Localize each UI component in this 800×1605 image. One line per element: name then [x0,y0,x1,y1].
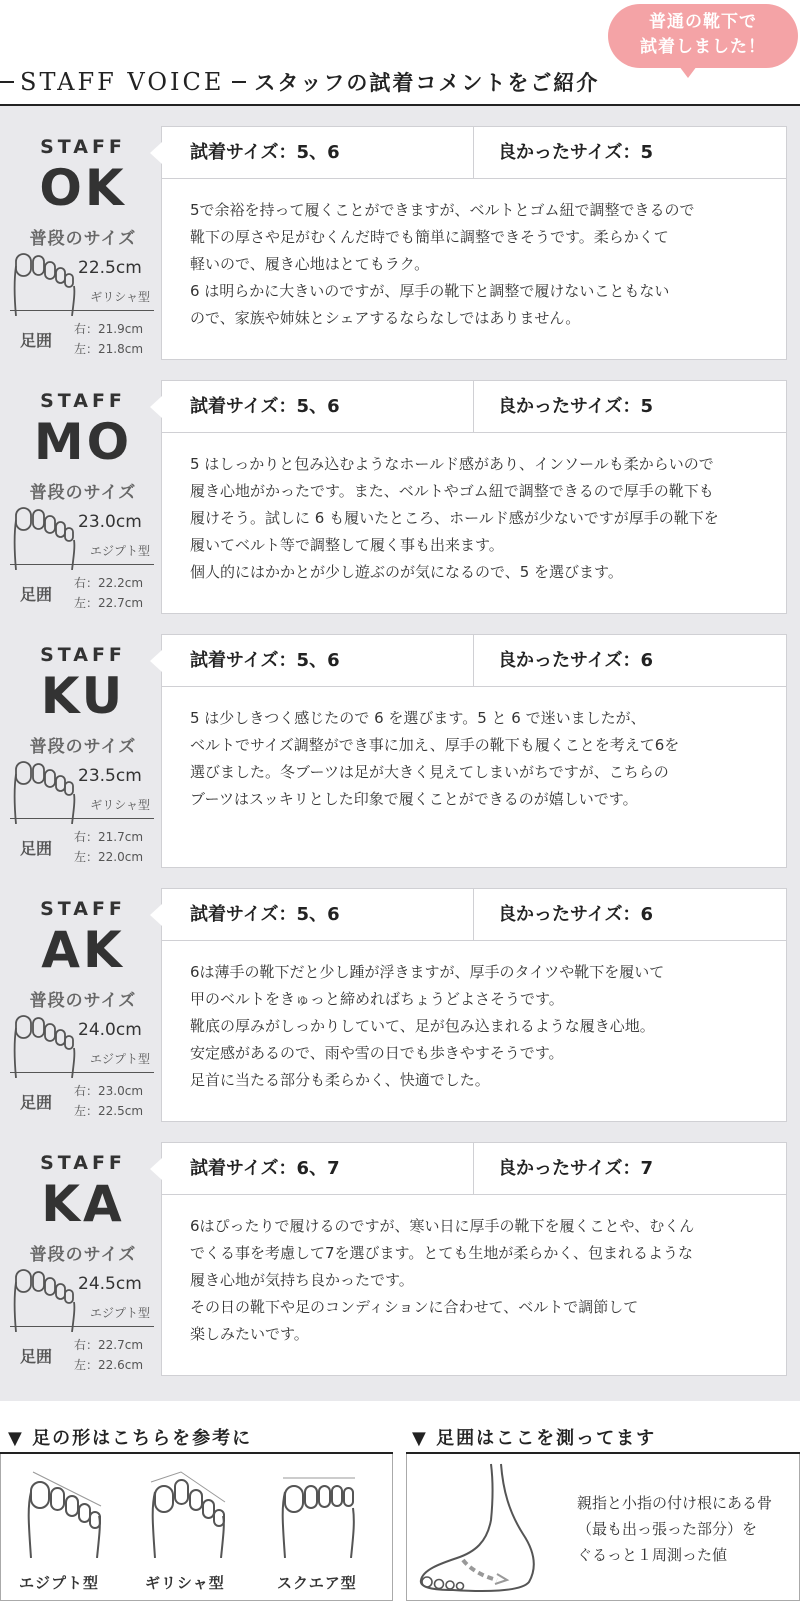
comment-card [161,1142,787,1376]
foot-icon [12,1266,76,1332]
divider [10,1326,154,1327]
comment-line: でくる事を考慮して7を選びます。とても生地が柔らかく、包まれるような [190,1244,694,1262]
usual-size-label: 普段のサイズ [29,1245,137,1265]
staff-label: STAFF [40,898,126,920]
girth-info-title: ▼ 足囲はここを測ってます [412,1428,657,1449]
usual-size-value: 23.0cm [78,512,142,532]
staff-initials: MO [33,413,133,471]
staff-initials: OK [39,159,127,217]
comment-line: 軽いので、履き心地はとてもラク。 [190,255,430,273]
comment-line: 選びました。冬ブーツは足が大きく見えてしまいがちですが、こちらの [190,763,669,781]
desc-line: 親指と小指の付け根にある骨 [577,1494,773,1512]
good-size: 良かったサイズ：5 [474,127,786,179]
usual-size-value: 24.0cm [78,1020,142,1040]
comment-text [190,705,770,813]
comment-text [190,197,770,332]
staff-entry [0,624,800,878]
staff-entry [0,116,800,370]
comment-line: 5で余裕を持って履くことができますが、ベルトとゴム紐で調整できるので [190,201,695,219]
girth-label: 足囲 [20,1347,53,1366]
tried-sizes: 試着サイズ：6、7 [162,1143,474,1195]
comment-line: 履き心地が気持ち良かったです。 [190,1271,414,1289]
card-pointer [150,142,162,164]
tried-sizes: 試着サイズ：5、6 [162,635,474,687]
foot-icon [12,758,76,824]
comment-card [161,380,787,614]
comment-line: 履き心地がかったです。また、ベルトやゴム紐で調整できるので厚手の靴下も [190,482,714,500]
speech-bubble-text [608,10,798,60]
usual-size-label: 普段のサイズ [29,229,137,249]
comment-line: 楽しみたいです。 [190,1325,309,1343]
staff-entry [0,1132,800,1386]
girth-label: 足囲 [20,1093,53,1112]
divider [10,818,154,819]
staff-label: STAFF [40,644,126,666]
divider [10,310,154,311]
speech-bubble-tail [676,62,700,78]
desc-line: （最も出っ張った部分）を [577,1520,758,1538]
usual-size-label: 普段のサイズ [29,991,137,1011]
foot-icon [12,1012,76,1078]
girth-left: 左：22.6cm [74,1358,144,1372]
good-size: 良かったサイズ：7 [474,1143,786,1195]
usual-size-value: 22.5cm [78,258,142,278]
staff-profile [0,116,160,370]
foot-type: ギリシャ型 [90,290,150,304]
comment-line: 足首に当たる部分も柔らかく、快適でした。 [190,1071,490,1089]
girth-info-box [406,1454,800,1601]
comment-line: 安定感があるので、雨や雪の日でも歩きやすそうです。 [190,1044,564,1062]
girth-right: 右：23.0cm [74,1084,144,1098]
bubble-line-1: 普通の靴下で [649,12,757,32]
girth-values [74,1335,143,1375]
comment-line: 5 は少しきつく感じたので 6 を選びます。5 と 6 で迷いましたが、 [190,709,646,727]
title-dash [0,81,14,83]
usual-size-label: 普段のサイズ [29,737,137,757]
staff-label: STAFF [40,136,126,158]
egypt-foot-icon [23,1468,103,1558]
header [0,0,800,106]
staff-initials: KU [40,667,126,725]
comment-line: 個人的にはかかとが少し遊ぶのが気になるので、5 を選びます。 [190,563,623,581]
foot-side-icon [413,1460,563,1596]
foot-type-label: スクエア型 [277,1574,357,1592]
good-size: 良かったサイズ：6 [474,889,786,941]
girth-values [74,827,143,867]
comment-line: ブーツはスッキリとした印象で履くことができるのが嬉しいです。 [190,790,638,808]
foot-shape-box [0,1454,393,1601]
comment-line: 履いてベルト等で調整して履く事も出来ます。 [190,536,504,554]
girth-right: 右：21.9cm [74,322,144,336]
tried-sizes: 試着サイズ：5、6 [162,127,474,179]
comment-card [161,634,787,868]
comment-line: 6は薄手の靴下だと少し踵が浮きますが、厚手のタイツや靴下を履いて [190,963,665,981]
card-pointer [150,650,162,672]
good-size: 良かったサイズ：6 [474,635,786,687]
staff-entry [0,370,800,624]
girth-values [74,319,143,359]
title-ja: スタッフの試着コメントをご紹介 [254,71,600,95]
foot-type: ギリシャ型 [90,798,150,812]
foot-type: エジプト型 [89,1306,150,1320]
title-en: STAFF VOICE [20,68,225,96]
girth-left: 左：21.8cm [74,342,144,356]
divider [10,1072,154,1073]
divider [10,564,154,565]
comment-line: 5 はしっかりと包み込むようなホールド感があり、インソールも柔からいので [190,455,714,473]
usual-size-value: 23.5cm [78,766,142,786]
staff-profile [0,624,160,878]
staff-entry [0,878,800,1132]
desc-line: ぐるっと１周測った値 [577,1546,728,1564]
comment-line: 靴下の厚さや足がむくんだ時でも簡単に調整できそうです。柔らかくて [190,228,669,246]
staff-profile [0,370,160,624]
comment-card [161,888,787,1122]
comment-card [161,126,787,360]
foot-icon [12,504,76,570]
tried-sizes: 試着サイズ：5、6 [162,889,474,941]
girth-left: 左：22.7cm [74,596,144,610]
staff-label: STAFF [40,1152,126,1174]
girth-right: 右：22.7cm [74,1338,144,1352]
girth-values [74,1081,143,1121]
comment-text [190,959,770,1094]
girth-values [74,573,143,613]
square-foot-icon [277,1468,357,1558]
girth-label: 足囲 [20,839,53,858]
comment-text [190,451,770,586]
girth-label: 足囲 [20,331,53,350]
staff-initials: KA [41,1175,125,1233]
girth-left: 左：22.0cm [74,850,144,864]
tried-sizes: 試着サイズ：5、6 [162,381,474,433]
comment-line: 6はぴったりで履けるのですが、寒い日に厚手の靴下を履くことや、むくん [190,1217,695,1235]
staff-profile [0,878,160,1132]
comment-line: 甲のベルトをきゅっと締めればちょうどよさそうです。 [190,990,564,1008]
comment-line: ベルトでサイズ調整ができ事に加え、厚手の靴下も履くことを考えて6を [190,736,680,754]
staff-initials: AK [41,921,125,979]
comment-line: その日の靴下や足のコンディションに合わせて、ベルトで調節して [190,1298,639,1316]
comment-text [190,1213,770,1348]
foot-type: エジプト型 [89,544,150,558]
card-pointer [150,904,162,926]
comment-line: 6 は明らかに大きいのですが、厚手の靴下と調整で履けないこともない [190,282,670,300]
girth-info-description [577,1490,772,1568]
usual-size-label: 普段のサイズ [29,483,137,503]
foot-shape-title: ▼ 足の形はこちらを参考に [8,1428,253,1449]
foot-type-label: エジプト型 [19,1574,100,1592]
good-size: 良かったサイズ：5 [474,381,786,433]
staff-profile [0,1132,160,1386]
title-dash [232,81,246,83]
card-pointer [150,396,162,418]
comment-line: 靴底の厚みがしっかりしていて、足が包み込まれるような履き心地。 [190,1017,655,1035]
foot-type: エジプト型 [89,1052,150,1066]
girth-right: 右：22.2cm [74,576,144,590]
staff-label: STAFF [40,390,126,412]
comment-line: 履けそう。試しに 6 も履いたところ、ホールド感が少ないですが厚手の靴下を [190,509,719,527]
comment-line: ので、家族や姉妹とシェアするならなしではありません。 [190,309,581,327]
usual-size-value: 24.5cm [78,1274,142,1294]
girth-left: 左：22.5cm [74,1104,144,1118]
girth-right: 右：21.7cm [74,830,144,844]
girth-label: 足囲 [20,585,53,604]
staff-list [0,106,800,1401]
foot-icon [12,250,76,316]
foot-type-label: ギリシャ型 [145,1574,225,1592]
section-title [0,66,599,98]
greek-foot-icon [147,1468,227,1558]
card-pointer [150,1158,162,1180]
bubble-line-2: 試着しました！ [640,37,766,57]
